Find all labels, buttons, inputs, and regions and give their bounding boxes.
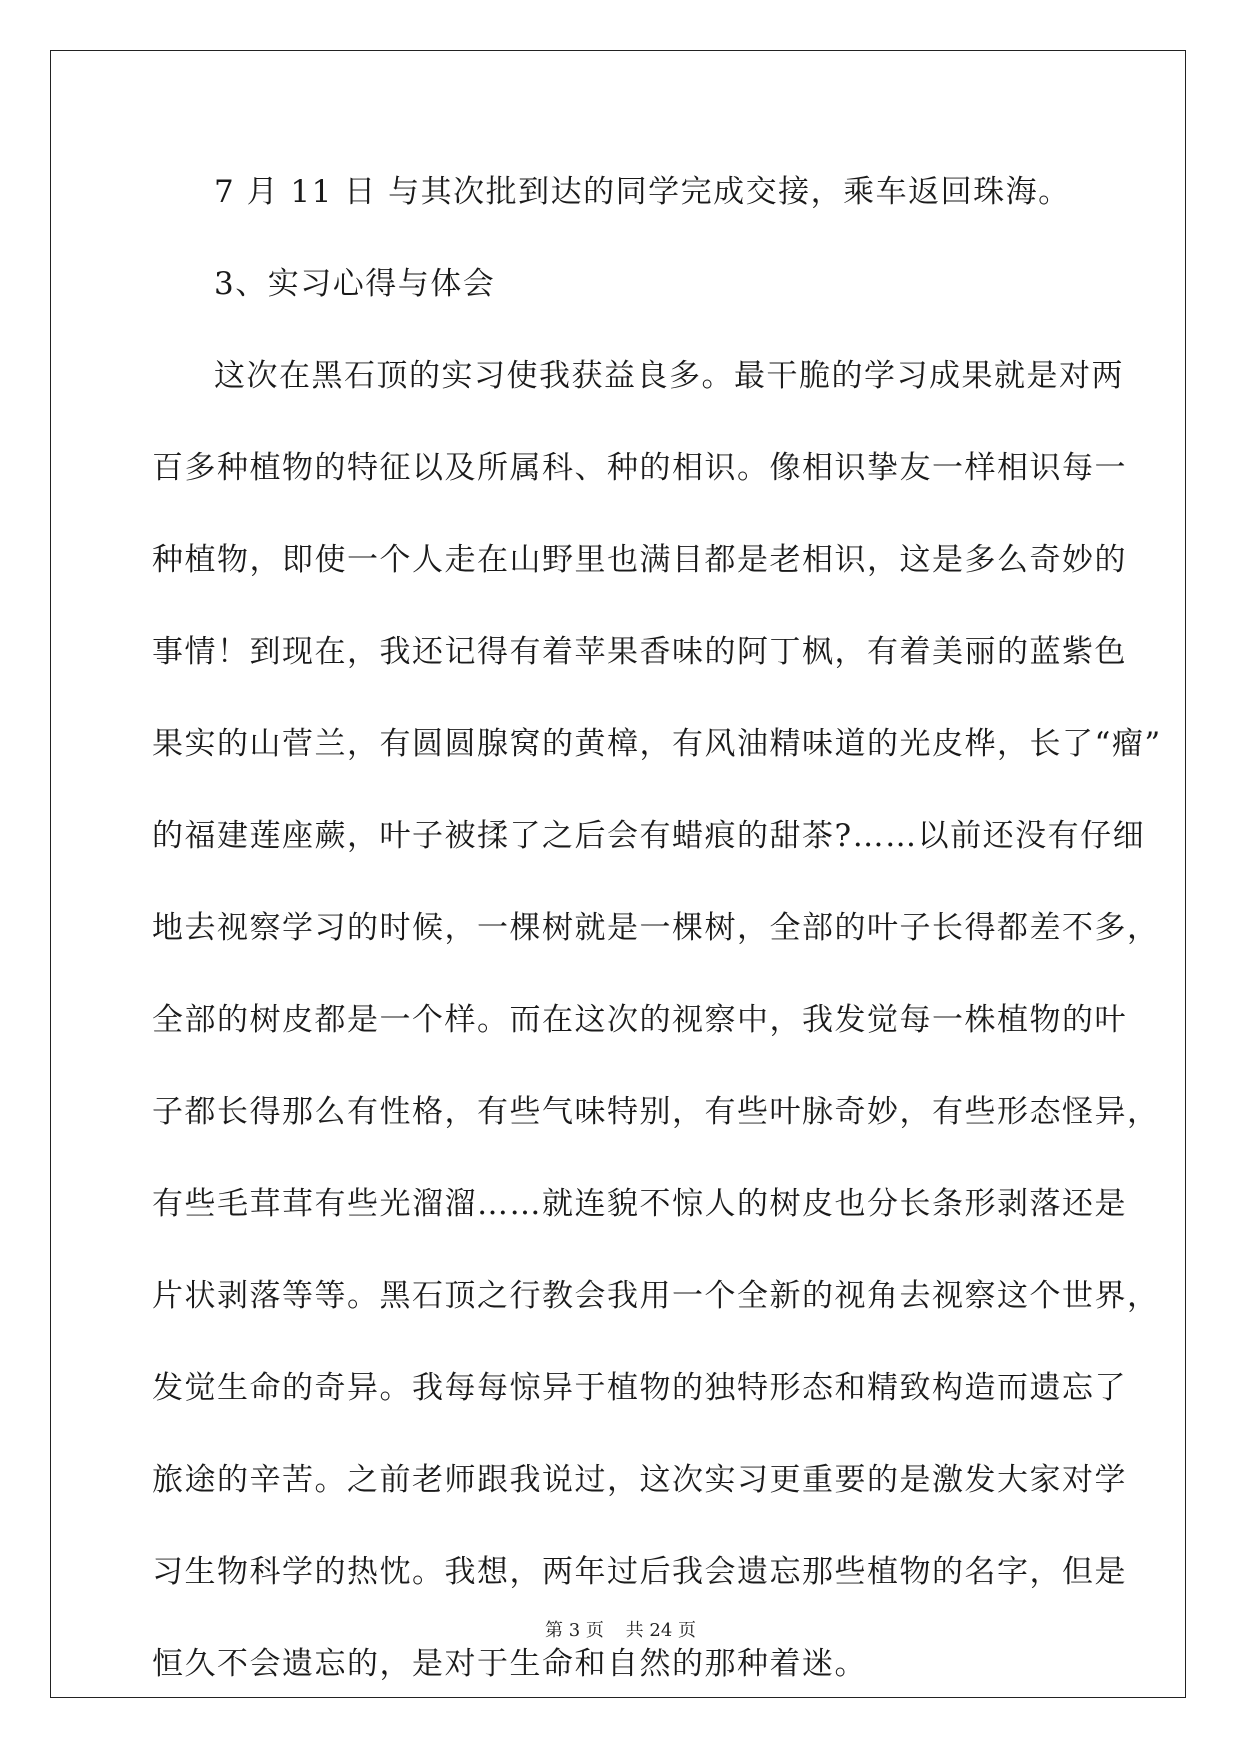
paragraph-line: 果实的山菅兰，有圆圆腺窝的黄樟，有风油精味道的光皮桦，长了“瘤” bbox=[152, 726, 1162, 762]
paragraph-line: 有些毛茸茸有些光溜溜……就连貌不惊人的树皮也分长条形剥落还是 bbox=[152, 1186, 1127, 1222]
paragraph-line: 地去视察学习的时候，一棵树就是一棵树，全部的叶子长得都差不多， bbox=[152, 910, 1160, 946]
paragraph-line: 恒久不会遗忘的，是对于生命和自然的那种着迷。 bbox=[152, 1646, 867, 1682]
paragraph-line: 全部的树皮都是一个样。而在这次的视察中，我发觉每一株植物的叶 bbox=[152, 1002, 1127, 1038]
schedule-entry-july-11: 7 月 11 日 与其次批到达的同学完成交接，乘车返回珠海。 bbox=[214, 174, 1071, 210]
page-total: 共 24 页 bbox=[625, 1620, 696, 1641]
page-footer bbox=[0, 1616, 1241, 1642]
page-number: 第 3 页 bbox=[545, 1620, 604, 1641]
paragraph-line: 这次在黑石顶的实习使我获益良多。最干脆的学习成果就是对两 bbox=[214, 358, 1124, 394]
paragraph-line: 子都长得那么有性格，有些气味特别，有些叶脉奇妙，有些形态怪异， bbox=[152, 1094, 1160, 1130]
document-body bbox=[152, 162, 1162, 1726]
paragraph-line: 片状剥落等等。黑石顶之行教会我用一个全新的视角去视察这个世界， bbox=[152, 1278, 1160, 1314]
paragraph-line: 发觉生命的奇异。我每每惊异于植物的独特形态和精致构造而遗忘了 bbox=[152, 1370, 1127, 1406]
paragraph-line: 种植物，即使一个人走在山野里也满目都是老相识，这是多么奇妙的 bbox=[152, 542, 1127, 578]
paragraph-line: 百多种植物的特征以及所属科、种的相识。像相识挚友一样相识每一 bbox=[152, 450, 1127, 486]
section-heading: 3、实习心得与体会 bbox=[214, 266, 496, 302]
paragraph-line: 习生物科学的热忱。我想，两年过后我会遗忘那些植物的名字，但是 bbox=[152, 1554, 1127, 1590]
paragraph-line: 的福建莲座蕨，叶子被揉了之后会有蜡痕的甜茶?……以前还没有仔细 bbox=[152, 818, 1146, 854]
paragraph-line: 旅途的辛苦。之前老师跟我说过，这次实习更重要的是激发大家对学 bbox=[152, 1462, 1127, 1498]
paragraph-line: 事情！到现在，我还记得有着苹果香味的阿丁枫，有着美丽的蓝紫色 bbox=[152, 634, 1127, 670]
